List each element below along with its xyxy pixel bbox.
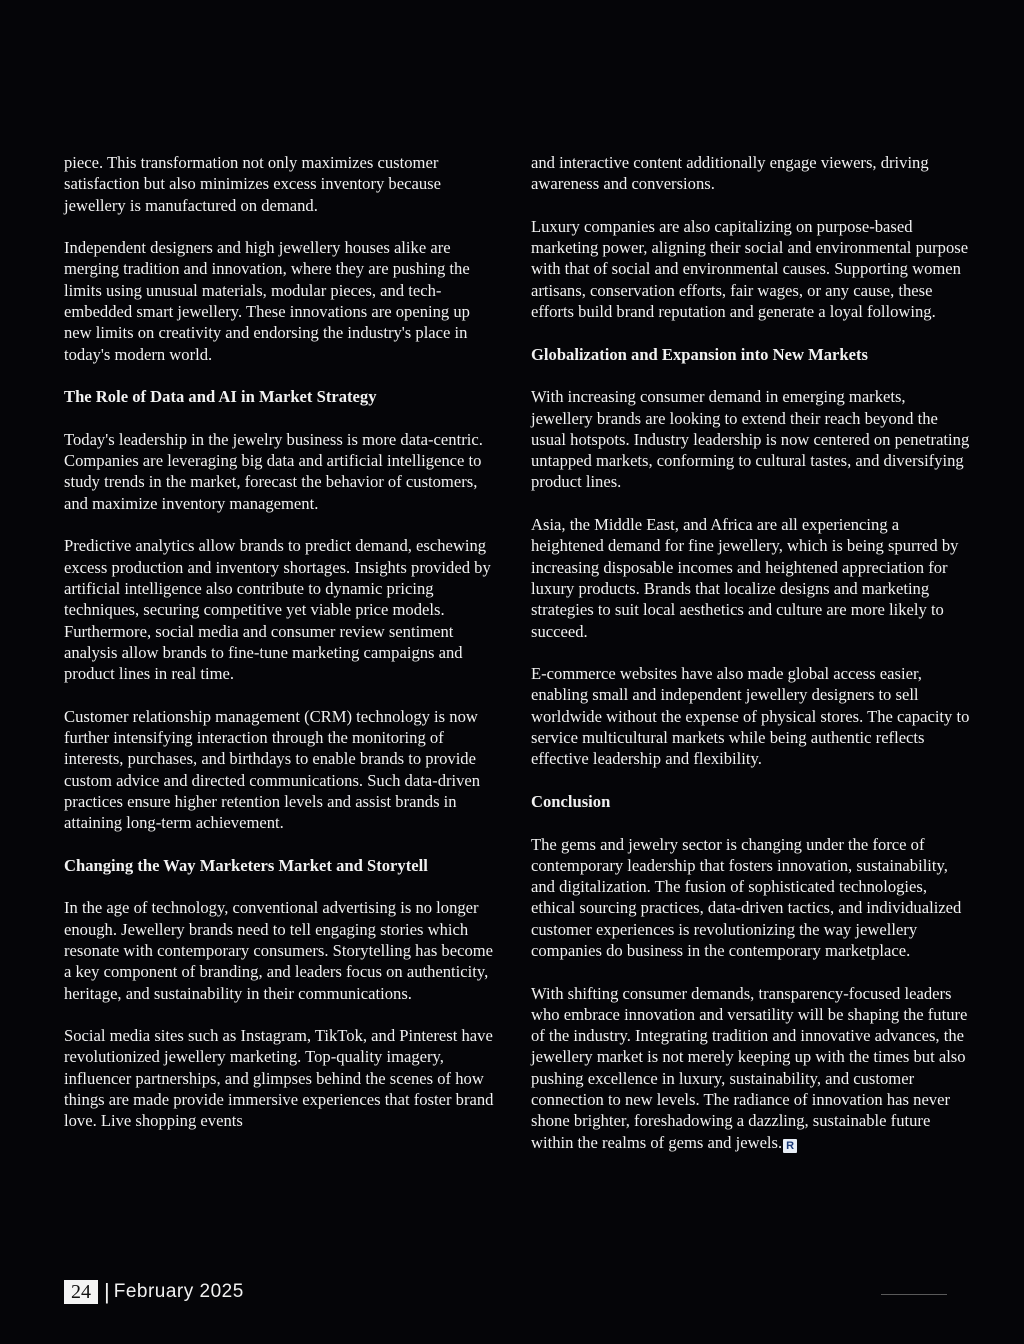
page-footer	[64, 1280, 244, 1304]
page-number: 24	[64, 1280, 98, 1304]
paragraph: Asia, the Middle East, and Africa are all experiencing a heightened demand for fine jewellery, which is being spurred by increasing disposable incomes and heightened appreciation for luxury products. Brands that localize designs and marketing strategies to suit local aesthetics and culture are more likely to succeed.	[531, 515, 959, 641]
footer-separator: |	[104, 1279, 110, 1304]
closing-text: With shifting consumer demands, transparency-focused leaders who embrace innovation and versatility will be shaping the future of the industry. Integrating tradition and innovative advances, the jewellery market is not merely keeping up with the times but also pushing excellence in luxury, sustainability, and customer connection to new levels. The radiance of innovation has never shone brighter, foreshadowing a dazzling, sustainable future within the realms of gems and jewels.	[531, 983, 968, 1152]
paragraph: Today's leadership in the jewelry business is more data-centric. Companies are leveraging big data and artificial intelligence to study trends in the market, forecast the behavior of customers, and maximize inventory management.	[64, 429, 483, 513]
paragraph: Luxury companies are also capitalizing on purpose-based marketing power, aligning their social and environmental purpose with that of social and environmental causes. Supporting women artisans, conservation efforts, fair wages, or any cause, these efforts build brand reputation and generate a loyal following.	[531, 216, 969, 322]
article-column-right	[531, 152, 971, 1174]
issue-date: February 2025	[113, 1281, 244, 1302]
paragraph: piece. This transformation not only maximizes customer satisfaction but also minimizes excess inventory because jewellery is manufactured on demand.	[64, 153, 441, 215]
paragraph: and interactive content additionally engage viewers, driving awareness and conversions.	[531, 153, 929, 194]
article-column-left	[64, 152, 500, 1153]
section-heading: Changing the Way Marketers Market and Storytell	[64, 855, 428, 875]
paragraph: The gems and jewelry sector is changing under the force of contemporary leadership that fosters innovation, sustainability, and digitalization. The fusion of sophisticated technologies, ethical sourcing practices, data-driven tactics, and individualized customer experiences is revolutionizing the way jewellery companies do business in the contemporary marketplace.	[531, 834, 962, 960]
paragraph: Customer relationship management (CRM) technology is now further intensifying interaction through the monitoring of interests, purchases, and birthdays to enable brands to provide custom advice and directed communications. Such data-driven practices ensure higher retention levels and assist brands in attaining long-term achievement.	[64, 706, 481, 833]
paragraph: E-commerce websites have also made global access easier, enabling small and independent jewellery designers to sell worldwide without the expense of physical stores. The capacity to service multicultural markets while being authentic reflects effective leadership and flexibility.	[531, 664, 970, 769]
paragraph: Independent designers and high jewellery houses alike are merging tradition and innovation, where they are pushing the limits using unusual materials, modular pieces, and tech-embedded smart jewellery. These innovations are opening up new limits on creativity and endorsing the industry's place in today's modern world.	[64, 238, 470, 364]
section-heading: Conclusion	[531, 791, 611, 811]
paragraph: With increasing consumer demand in emerging markets, jewellery brands are looking to extend their reach beyond the usual hotspots. Industry leadership is now centered on penetrating untapped markets, conforming to cultural tastes, and diversifying product lines.	[531, 387, 970, 492]
end-of-article-icon: R	[783, 1139, 797, 1153]
closing-paragraph	[531, 983, 971, 1153]
paragraph: Predictive analytics allow brands to predict demand, eschewing excess production and inventory shortages. Insights provided by artificial intelligence also contribute to dynamic pricing techniques, securing competitive yet viable price models. Furthermore, social media and consumer review sentiment analysis allow brands to fine-tune marketing campaigns and product lines in real time.	[64, 536, 491, 684]
paragraph: Social media sites such as Instagram, TikTok, and Pinterest have revolutionized jewellery marketing. Top-quality imagery, influencer partnerships, and glimpses behind the scenes of how things are made provide immersive experiences that foster brand love. Live shopping events	[64, 1026, 494, 1131]
section-heading: Globalization and Expansion into New Markets	[531, 344, 868, 364]
paragraph: In the age of technology, conventional advertising is no longer enough. Jewellery brands need to tell engaging stories which resonate with contemporary consumers. Storytelling has become a key component of branding, and leaders focus on authenticity, heritage, and sustainability in their communications.	[64, 898, 494, 1003]
footer-rule	[881, 1294, 947, 1295]
section-heading: The Role of Data and AI in Market Strategy	[64, 387, 377, 407]
